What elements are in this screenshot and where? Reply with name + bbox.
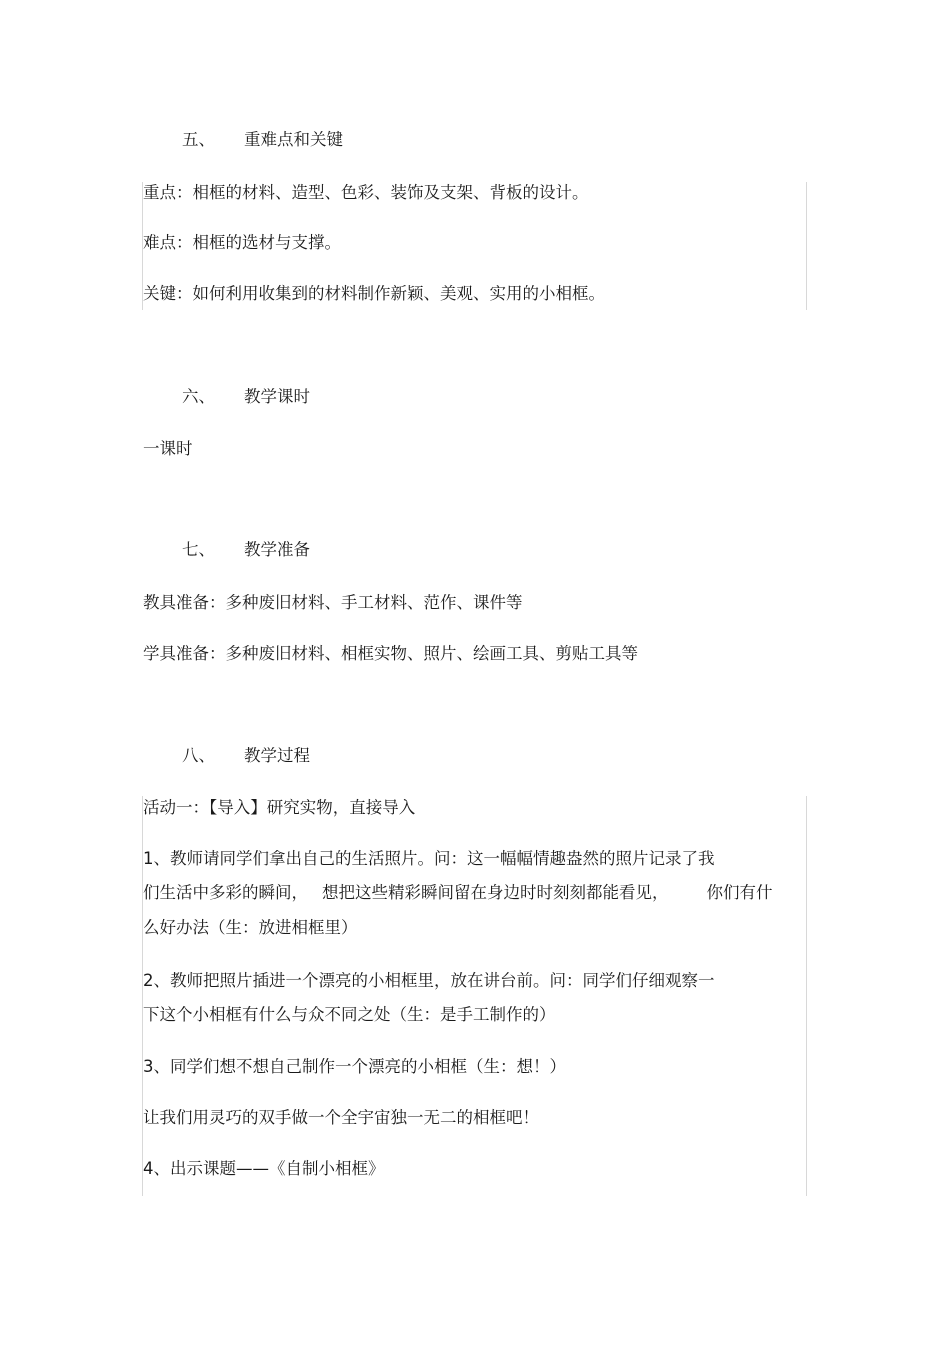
paragraph-1-line-2-part-b: 想把这些精彩瞬间留在身边时时刻刻都能看见， [322, 883, 669, 902]
section-8-number: 八、 [182, 746, 215, 765]
difficulty-line: 难点：相框的选材与支撑。 [143, 233, 341, 252]
section-6-number: 六、 [182, 387, 215, 406]
section-5-number: 五、 [182, 130, 215, 149]
section-8-title: 教学过程 [244, 746, 310, 765]
paragraph-1-line-2-part-a: 们生活中多彩的瞬间， [143, 883, 308, 902]
key-line: 关键：如何利用收集到的材料制作新颖、美观、实用的小相框。 [143, 284, 605, 303]
paragraph-2-line-1: 2、教师把照片插进一个漂亮的小相框里，放在讲台前。问：同学们仔细观察一 [143, 971, 715, 990]
paragraph-1-line-2-part-c: 你们有什 [706, 883, 773, 902]
paragraph-5-line: 4、出示课题——《自制小相框》 [143, 1159, 385, 1178]
paragraph-1-line-2 [143, 885, 773, 902]
section-7-title: 教学准备 [244, 540, 310, 559]
right-border-line-bottom [806, 796, 807, 1196]
section-5-title: 重难点和关键 [244, 130, 343, 149]
student-prep-line: 学具准备：多种废旧材料、相框实物、照片、绘画工具、剪贴工具等 [143, 644, 638, 663]
key-point-line: 重点：相框的材料、造型、色彩、装饰及支架、背板的设计。 [143, 183, 589, 202]
right-border-line-top [806, 182, 807, 310]
paragraph-4-line: 让我们用灵巧的双手做一个全宇宙独一无二的相框吧！ [143, 1108, 539, 1127]
section-6-title: 教学课时 [244, 387, 310, 406]
paragraph-2-line-2: 下这个小相框有什么与众不同之处（生：是手工制作的） [143, 1005, 556, 1024]
teacher-prep-line: 教具准备：多种废旧材料、手工材料、范作、课件等 [143, 593, 523, 612]
paragraph-3-line: 3、同学们想不想自己制作一个漂亮的小相框（生：想！） [143, 1057, 566, 1076]
activity-one-line: 活动一：【导入】研究实物，直接导入 [143, 798, 416, 817]
paragraph-1-line-3: 么好办法（生：放进相框里） [143, 918, 358, 937]
section-7-number: 七、 [182, 540, 215, 559]
paragraph-1-line-1: 1、教师请同学们拿出自己的生活照片。问：这一幅幅情趣盎然的照片记录了我 [143, 849, 715, 868]
class-hours-line: 一课时 [143, 439, 193, 458]
